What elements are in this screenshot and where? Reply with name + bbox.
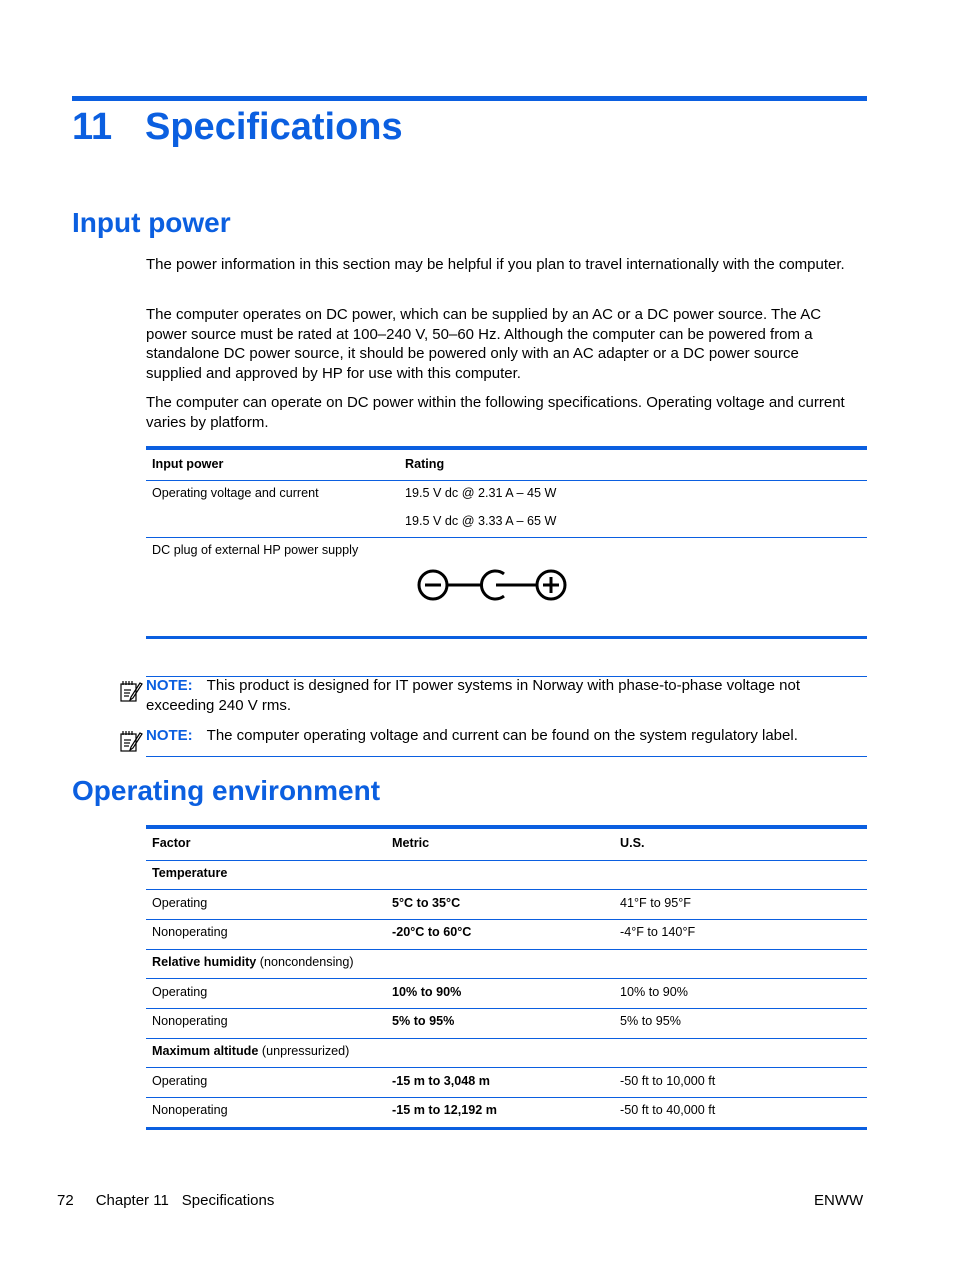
chapter-rule (72, 96, 867, 101)
table-divider (146, 1008, 867, 1009)
table-top-rule (146, 446, 867, 450)
metric-value: 10% to 90% (392, 985, 462, 999)
group-qualifier: (unpressurized) (258, 1044, 350, 1058)
table-divider (146, 1038, 867, 1039)
footer-chapter-label: Chapter 11 (95, 1192, 169, 1209)
metric-value: 5°C to 35°C (392, 896, 461, 910)
voltage-label: Operating voltage and current (152, 486, 319, 500)
table-divider (146, 860, 867, 861)
page-number: 72 (57, 1192, 74, 1209)
row-label: Nonoperating (152, 1014, 228, 1028)
note-icon (118, 729, 144, 753)
us-value: -50 ft to 40,000 ft (620, 1103, 716, 1117)
section-title-operating-environment: Operating environment (72, 775, 381, 806)
chapter-title (72, 106, 403, 149)
table-bottom-rule (146, 1127, 867, 1130)
group-title-text: Relative humidity (152, 955, 257, 969)
table-header-rating: Rating (405, 457, 445, 471)
table-divider (146, 537, 867, 538)
us-value: 5% to 95% (620, 1014, 681, 1028)
table-divider (146, 889, 867, 890)
rating-value: 19.5 V dc @ 2.31 A – 45 W (405, 486, 557, 500)
group-title (152, 1044, 349, 1058)
us-value: -4°F to 140°F (620, 925, 696, 939)
table-header-us: U.S. (620, 836, 645, 850)
table-bottom-rule (146, 636, 867, 639)
note-text: This product is designed for IT power systems in Norway with phase-to-phase voltage not exceeding 240 V rms. (146, 677, 801, 714)
note-icon (118, 679, 144, 703)
row-label: Operating (152, 1074, 208, 1088)
table-divider (146, 978, 867, 979)
table-divider (146, 1067, 867, 1068)
chapter-number: 11 (72, 106, 113, 148)
metric-value: -20°C to 60°C (392, 925, 472, 939)
table-header-input-power: Input power (152, 457, 224, 471)
row-label: Operating (152, 896, 208, 910)
group-title-text: Maximum altitude (152, 1044, 259, 1058)
table-divider (146, 1097, 867, 1098)
note (146, 676, 858, 715)
table-divider (146, 919, 867, 920)
group-qualifier: (noncondensing) (256, 955, 354, 969)
table-header-metric: Metric (392, 836, 430, 850)
rating-value: 19.5 V dc @ 3.33 A – 65 W (405, 514, 557, 528)
paragraph: The computer can operate on DC power within the following specifications. Operating voltage and current varies by platform. (146, 394, 845, 431)
us-value: 41°F to 95°F (620, 896, 691, 910)
note-label: NOTE: (146, 677, 193, 694)
note-label: NOTE: (146, 727, 193, 744)
note-rule (146, 756, 867, 757)
table-header-factor: Factor (152, 836, 191, 850)
group-title (152, 866, 227, 880)
row-label: Nonoperating (152, 925, 228, 939)
row-label: Operating (152, 985, 208, 999)
dc-polarity-icon (416, 567, 571, 603)
note-text: The computer operating voltage and current can be found on the system regulatory label. (206, 727, 798, 744)
group-title-text: Temperature (152, 866, 228, 880)
table-divider (146, 480, 867, 481)
paragraph: The power information in this section may be helpful if you plan to travel internationally with the computer. (146, 256, 845, 273)
plug-label: DC plug of external HP power supply (152, 543, 359, 557)
chapter-title-text: Specifications (145, 106, 403, 148)
us-value: 10% to 90% (620, 985, 688, 999)
metric-value: -15 m to 3,048 m (392, 1074, 490, 1088)
row-label: Nonoperating (152, 1103, 228, 1117)
group-title (152, 955, 354, 969)
footer-doc-code: ENWW (814, 1192, 864, 1209)
note (146, 726, 858, 746)
section-title-input-power: Input power (72, 207, 231, 238)
footer-chapter-title: Specifications (181, 1192, 275, 1209)
table-top-rule (146, 825, 867, 829)
page-footer (57, 1192, 274, 1209)
paragraph: The computer operates on DC power, which can be supplied by an AC or a DC power source. The AC power source must be rated at 100–240 V, 50–60 Hz. Although the computer can be powered from a standalone DC power source, it should be powered only with an AC adapter or a DC power source supplied and approved by HP for use with this computer. (146, 306, 822, 382)
us-value: -50 ft to 10,000 ft (620, 1074, 716, 1088)
table-divider (146, 949, 867, 950)
metric-value: 5% to 95% (392, 1014, 455, 1028)
metric-value: -15 m to 12,192 m (392, 1103, 497, 1117)
